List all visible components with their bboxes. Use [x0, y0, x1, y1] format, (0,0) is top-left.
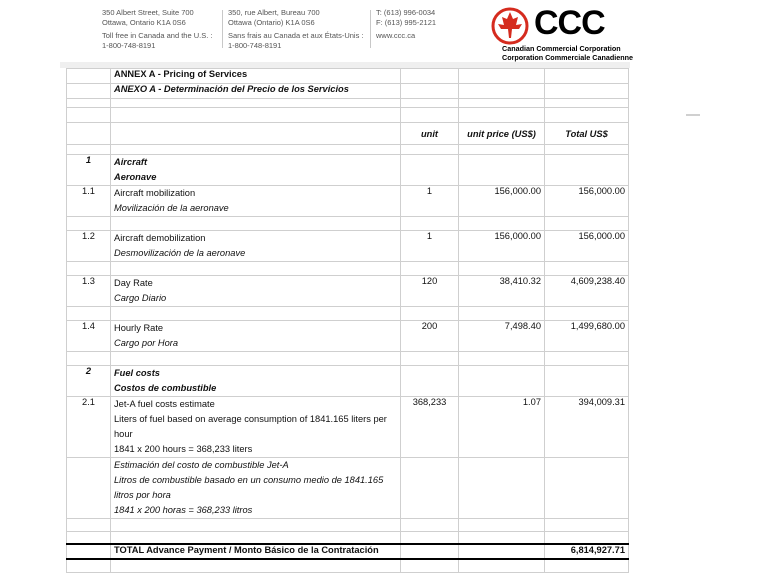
- annex-title-es: ANEXO A - Determinación del Precio de los Servicios: [111, 84, 401, 99]
- item-total: 394,009.31: [545, 397, 629, 458]
- phone: T: (613) 996-0034: [376, 8, 436, 17]
- item-unit: 1: [401, 186, 459, 217]
- contact-info: [376, 8, 436, 41]
- logo-text: CCC: [534, 4, 605, 42]
- item-desc-es: Desmovilización de la aeronave: [114, 248, 246, 258]
- item-total: 4,609,238.40: [545, 276, 629, 307]
- section-number: 1: [67, 155, 111, 186]
- item-price: 38,410.32: [459, 276, 545, 307]
- divider: [370, 10, 371, 48]
- section-title-es: Aeronave: [114, 172, 157, 182]
- address-line: Ottawa (Ontario) K1A 0S6: [228, 18, 315, 27]
- logo-subtitle-fr: Corporation Commerciale Canadienne: [502, 53, 633, 62]
- item-total: 1,499,680.00: [545, 321, 629, 352]
- table-row: [67, 276, 629, 307]
- item-number: 2.1: [67, 397, 111, 458]
- address-line: Toll free in Canada and the U.S. :: [102, 31, 213, 40]
- section-number: 2: [67, 366, 111, 397]
- address-line: Ottawa, Ontario K1A 0S6: [102, 18, 186, 27]
- item-number: 1.1: [67, 186, 111, 217]
- total-row: [67, 544, 629, 559]
- item-desc-en: 1841 x 200 hours = 368,233 liters: [114, 444, 253, 454]
- item-unit: 120: [401, 276, 459, 307]
- scroll-mark: [686, 114, 700, 116]
- item-desc-es: 1841 x 200 horas = 368,233 litros: [114, 505, 253, 515]
- item-desc-es: Estimación del costo de combustible Jet-A: [114, 460, 289, 470]
- item-price: 7,498.40: [459, 321, 545, 352]
- table-row: [67, 397, 629, 458]
- section-title-en: Fuel costs: [114, 368, 160, 378]
- website: www.ccc.ca: [376, 31, 416, 40]
- item-desc-es: Litros de combustible basado en un consumo medio de 1841.165: [114, 475, 384, 485]
- address-line: Sans frais au Canada et aux États-Unis :: [228, 31, 364, 40]
- item-desc-es: Cargo por Hora: [114, 338, 179, 348]
- pricing-table: [66, 68, 629, 573]
- item-desc-es: Movilización de la aeronave: [114, 203, 229, 213]
- item-unit: 1: [401, 231, 459, 262]
- table-row: [67, 321, 629, 352]
- item-desc-en: Hourly Rate: [114, 323, 164, 333]
- item-desc-es: litros por hora: [114, 490, 171, 500]
- item-number: 1.3: [67, 276, 111, 307]
- address-line: 350 Albert Street, Suite 700: [102, 8, 194, 17]
- address-line: 1-800-748-8191: [228, 41, 282, 50]
- header-unit: unit: [401, 123, 459, 145]
- logo-subtitle-en: Canadian Commercial Corporation: [502, 44, 621, 53]
- item-number: 1.2: [67, 231, 111, 262]
- item-unit: 368,233: [401, 397, 459, 458]
- fax: F: (613) 995-2121: [376, 18, 437, 27]
- table-row: [67, 186, 629, 217]
- divider: [222, 10, 223, 48]
- item-total: 156,000.00: [545, 231, 629, 262]
- item-desc-en: Aircraft mobilization: [114, 188, 196, 198]
- header-total: Total US$: [545, 123, 629, 145]
- item-number: 1.4: [67, 321, 111, 352]
- item-desc-es: Cargo Diario: [114, 293, 167, 303]
- address-french: [228, 8, 364, 51]
- item-price: 156,000.00: [459, 231, 545, 262]
- item-price: 156,000.00: [459, 186, 545, 217]
- item-desc-en: Jet-A fuel costs estimate: [114, 399, 215, 409]
- item-desc-en: Liters of fuel based on average consumption of 1841.165 liters per: [114, 414, 387, 424]
- item-total: 156,000.00: [545, 186, 629, 217]
- ccc-logo: [490, 4, 640, 60]
- section-title-es: Costos de combustible: [114, 383, 217, 393]
- table-row: [67, 231, 629, 262]
- address-english: [102, 8, 212, 51]
- item-price: 1.07: [459, 397, 545, 458]
- annex-title-en: ANNEX A - Pricing of Services: [111, 69, 401, 84]
- address-line: 1-800-748-8191: [102, 41, 156, 50]
- item-desc-en: Aircraft demobilization: [114, 233, 206, 243]
- maple-leaf-icon: [490, 6, 530, 46]
- item-desc-en: hour: [114, 429, 133, 439]
- total-value: 6,814,927.71: [545, 544, 629, 559]
- header-unit-price: unit price (US$): [459, 123, 545, 145]
- section-title-en: Aircraft: [114, 157, 148, 167]
- item-unit: 200: [401, 321, 459, 352]
- address-line: 350, rue Albert, Bureau 700: [228, 8, 320, 17]
- total-label: TOTAL Advance Payment / Monto Básico de la Contratación: [111, 544, 401, 559]
- item-desc-en: Day Rate: [114, 278, 153, 288]
